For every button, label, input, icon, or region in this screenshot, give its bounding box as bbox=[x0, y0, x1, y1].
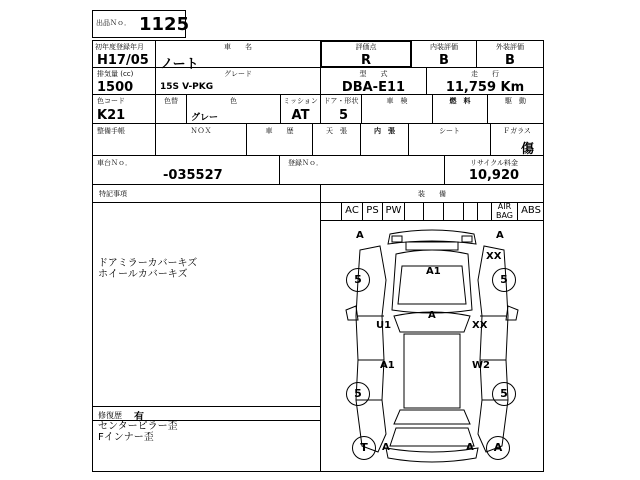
row3-color bbox=[186, 94, 281, 124]
drive-label: 駆 動 bbox=[505, 97, 526, 105]
chassis-number: -035527 bbox=[163, 168, 223, 183]
glass-condition: 傷 bbox=[521, 142, 535, 157]
colorcode-label: 色コード bbox=[97, 97, 125, 105]
row2-cc bbox=[92, 67, 156, 95]
equip-ps: PS bbox=[362, 202, 382, 220]
left-headlight-outline bbox=[392, 236, 402, 242]
row4-seat bbox=[408, 123, 491, 156]
rear-hatch-outline bbox=[390, 428, 474, 446]
color-label: 色 bbox=[230, 97, 237, 105]
year-label: 初年度登録年月 bbox=[95, 43, 144, 51]
row3-drive bbox=[487, 94, 544, 124]
equip-ac: AC bbox=[341, 202, 362, 220]
car-name-label: 車 名 bbox=[224, 43, 252, 51]
exterior-label: 外装評価 bbox=[496, 43, 524, 51]
row3-colortype bbox=[155, 94, 187, 124]
transmission: AT bbox=[291, 108, 310, 123]
glass-label: Ｆガラス bbox=[503, 127, 531, 135]
equipment-label: 装 備 bbox=[418, 190, 446, 198]
equip-airbag: AIR BAG bbox=[491, 202, 517, 220]
history-label: 車 歴 bbox=[265, 127, 294, 135]
row3-doors bbox=[320, 94, 362, 124]
row5-chassis bbox=[92, 155, 280, 185]
tire-front-right: 5 bbox=[492, 268, 516, 292]
row4-roof bbox=[312, 123, 361, 156]
equip-slot-1 bbox=[320, 202, 341, 220]
equip-slot-6 bbox=[423, 202, 443, 220]
repair-value: 有 bbox=[134, 412, 144, 423]
tire-rear-left: 5 bbox=[346, 382, 370, 406]
equip-slot-5 bbox=[404, 202, 423, 220]
mileage: 11,759 Km bbox=[445, 80, 525, 95]
interior-trim-label: 内 張 bbox=[374, 127, 395, 135]
row3-fuel bbox=[432, 94, 488, 124]
equip-pw: PW bbox=[382, 202, 404, 220]
score-label: 評価点 bbox=[355, 43, 377, 51]
manual-label: 整備手帳 bbox=[97, 127, 125, 135]
row1-exterior bbox=[476, 40, 544, 68]
row2-grade bbox=[155, 67, 321, 95]
cc-label: 排気量 (cc) bbox=[97, 70, 134, 78]
lot-number: 1125 bbox=[139, 14, 190, 35]
rear-right-circle: A bbox=[486, 436, 510, 460]
equip-abs: ABS bbox=[517, 202, 544, 220]
colortype-label: 色替 bbox=[164, 97, 178, 105]
grade: 15S V-PKG bbox=[160, 82, 214, 92]
mark-roof-front: A bbox=[428, 310, 436, 321]
model-code: DBA-E11 bbox=[341, 80, 406, 95]
roof-label: 天 張 bbox=[326, 127, 347, 135]
mark-right-rear-door: W2 bbox=[472, 360, 490, 371]
doors: 5 bbox=[339, 108, 349, 123]
notes-label: 特記事項 bbox=[99, 190, 127, 198]
row3-capacity bbox=[361, 94, 433, 124]
mark-left-rear-door: A1 bbox=[380, 360, 395, 371]
note-line-1: ドアミラーカバーキズ bbox=[98, 258, 198, 269]
mark-rear-right: A bbox=[466, 442, 474, 453]
notes-header bbox=[92, 184, 321, 203]
equip-slot-8 bbox=[463, 202, 477, 220]
equipment-header bbox=[320, 184, 544, 203]
row2-mileage bbox=[426, 67, 544, 95]
color-code: K21 bbox=[97, 108, 126, 123]
row4-glass bbox=[490, 123, 544, 156]
row3-trans bbox=[280, 94, 321, 124]
repair-label: 修復歴 bbox=[98, 411, 122, 420]
model-label: 型 式 bbox=[359, 70, 388, 78]
car-diagram bbox=[320, 220, 544, 472]
reg-label: 登録Ｎｏ． bbox=[288, 159, 323, 167]
row4-manual bbox=[92, 123, 156, 156]
row5-reg bbox=[279, 155, 445, 185]
row4-history bbox=[246, 123, 313, 156]
color: グレー bbox=[191, 113, 219, 123]
row1-name bbox=[155, 40, 321, 72]
row1-score bbox=[320, 40, 412, 68]
lot-number-box bbox=[92, 10, 190, 38]
repair-line-2: Fインナー歪 bbox=[98, 432, 154, 443]
mark-front-left: A bbox=[356, 230, 364, 241]
repair-line-1: センターピラー歪 bbox=[98, 421, 178, 432]
displacement: 1500 bbox=[97, 80, 134, 95]
recycle-label: リサイクル料金 bbox=[469, 159, 519, 167]
grade-label: グレード bbox=[224, 70, 252, 78]
mark-rear-left: A bbox=[382, 442, 390, 453]
first-reg-year: H17/05 bbox=[97, 53, 149, 68]
front-grille-outline bbox=[406, 242, 458, 250]
interior-label: 内装評価 bbox=[430, 43, 458, 51]
row2-model bbox=[320, 67, 427, 95]
rear-glass-outline bbox=[394, 410, 470, 424]
row4-interior bbox=[360, 123, 409, 156]
car-name: ノート bbox=[160, 57, 199, 72]
doors-label: ドア・形状 bbox=[323, 97, 359, 105]
row5-recycle bbox=[444, 155, 544, 185]
mark-front-right-fender: XX bbox=[486, 251, 502, 262]
right-headlight-outline bbox=[462, 236, 472, 242]
chassis-label: 車台Ｎｏ． bbox=[97, 159, 132, 167]
mark-front-right: A bbox=[496, 230, 504, 241]
equip-slot-9 bbox=[477, 202, 491, 220]
fuel-label: 燃 料 bbox=[449, 97, 471, 105]
mark-right-front-door: XX bbox=[472, 320, 488, 331]
roof-outline bbox=[404, 334, 460, 408]
tire-rear-right: 5 bbox=[492, 382, 516, 406]
row1-interior bbox=[411, 40, 477, 68]
repair-divider bbox=[92, 406, 321, 407]
score: R bbox=[360, 53, 371, 68]
row3-colorcode bbox=[92, 94, 156, 124]
capacity-label: 車 検 bbox=[386, 97, 408, 105]
row4-nox bbox=[155, 123, 247, 156]
seat-label: シート bbox=[439, 127, 460, 135]
spare-tire-marker: T bbox=[352, 436, 376, 460]
equip-slot-7 bbox=[443, 202, 463, 220]
note-line-2: ホイールカバーキズ bbox=[98, 269, 188, 280]
mark-left-front-door: U1 bbox=[376, 320, 392, 331]
recycle-fee: 10,920 bbox=[468, 168, 520, 183]
rear-bumper-outline bbox=[386, 448, 478, 462]
lot-number-label: 出品Ｎｏ． bbox=[96, 19, 131, 27]
mileage-label: 走 行 bbox=[471, 70, 499, 78]
mark-hood: A1 bbox=[426, 266, 441, 277]
row1-year bbox=[92, 40, 156, 68]
trans-label: ミッション bbox=[283, 97, 318, 105]
exterior-grade: B bbox=[505, 53, 515, 68]
tire-front-left: 5 bbox=[346, 268, 370, 292]
interior-grade: B bbox=[439, 53, 449, 68]
nox-label: ＮＯＸ bbox=[190, 127, 212, 135]
